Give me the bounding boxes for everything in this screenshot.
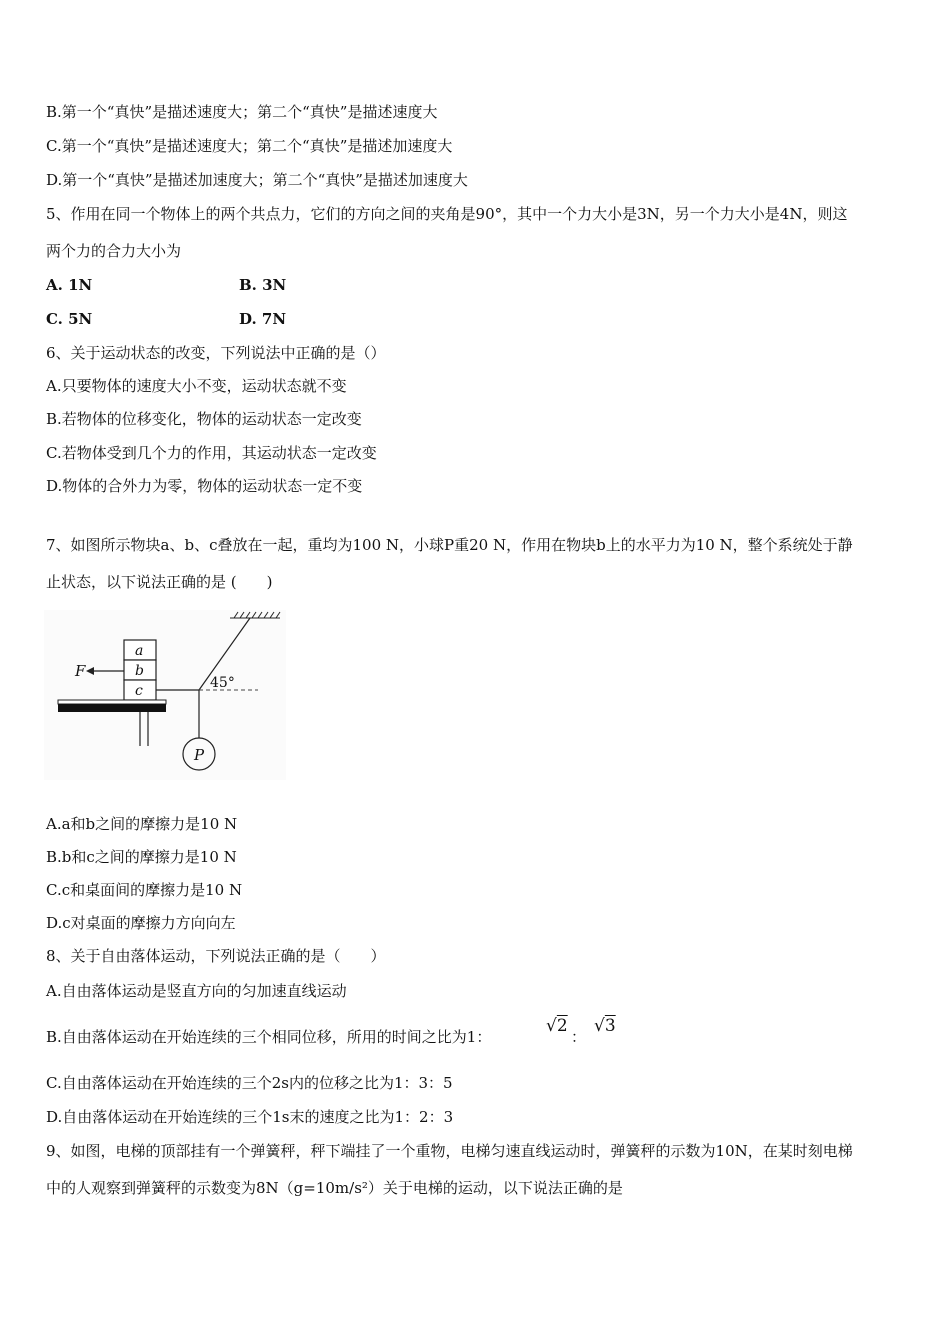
- q5-option-b: B. 3N: [239, 276, 287, 294]
- q8-option-c: C.自由落体运动在开始连续的三个2s内的位移之比为1：3：5: [46, 1074, 453, 1092]
- table-edge: [58, 704, 166, 712]
- table-top: [58, 700, 166, 704]
- q4-option-d: D.第一个“真快”是描述加速度大；第二个“真快”是描述加速度大: [46, 171, 468, 189]
- q7-option-a: A.a和b之间的摩擦力是10 N: [46, 815, 238, 833]
- sqrt-2-radicand: 2: [556, 1016, 568, 1036]
- label-angle: 45°: [210, 675, 235, 691]
- q6-option-a: A.只要物体的速度大小不变，运动状态就不变: [46, 377, 347, 395]
- q5-stem-line2: 两个力的合力大小为: [46, 242, 182, 260]
- q6-stem: 6、关于运动状态的改变，下列说法中正确的是（）: [46, 344, 386, 362]
- q7-stem-line2: 止状态，以下说法正确的是 ( ): [46, 573, 273, 591]
- q5-stem-line1: 5、作用在同一个物体上的两个共点力，它们的方向之间的夹角是90°，其中一个力大小是3N，另一个力大小是4N，则这: [46, 205, 848, 223]
- q8-option-d: D.自由落体运动在开始连续的三个1s末的速度之比为1：2：3: [46, 1108, 454, 1126]
- q5-option-c: C. 5N: [46, 310, 93, 328]
- q7-option-c: C.c和桌面间的摩擦力是10 N: [46, 881, 243, 899]
- q9-stem-line1: 9、如图，电梯的顶部挂有一个弹簧秤，秤下端挂了一个重物，电梯匀速直线运动时，弹簧秤的示数为10N，在某时刻电梯: [46, 1142, 853, 1160]
- q7-option-d: D.c对桌面的摩擦力方向向左: [46, 914, 236, 932]
- q5-option-a: A. 1N: [46, 276, 93, 294]
- label-a: a: [135, 643, 144, 659]
- q5-option-d: D. 7N: [239, 310, 287, 328]
- label-p: P: [194, 746, 205, 764]
- q4-option-b: B.第一个“真快”是描述速度大；第二个“真快”是描述速度大: [46, 103, 438, 121]
- q4-option-c: C.第一个“真快”是描述速度大；第二个“真快”是描述加速度大: [46, 137, 453, 155]
- q6-option-c: C.若物体受到几个力的作用，其运动状态一定改变: [46, 444, 377, 462]
- sqrt-2-expression: √2: [546, 1016, 568, 1036]
- q9-stem-line2: 中的人观察到弹簧秤的示数变为8N（g=10m/s²）关于电梯的运动，以下说法正确的是: [46, 1179, 623, 1197]
- q8-stem: 8、关于自由落体运动，下列说法正确的是（ ）: [46, 947, 386, 965]
- label-b: b: [135, 663, 144, 679]
- label-c: c: [135, 683, 143, 699]
- ratio-separator: ：: [571, 1028, 587, 1046]
- q6-option-b: B.若物体的位移变化，物体的运动状态一定改变: [46, 410, 362, 428]
- q6-option-d: D.物体的合外力为零，物体的运动状态一定不变: [46, 477, 363, 495]
- q8-option-b: B.自由落体运动在开始连续的三个相同位移，所用的时间之比为1：: [46, 1028, 492, 1046]
- sqrt-3-expression: √3: [594, 1016, 616, 1036]
- label-f: F: [75, 662, 86, 680]
- q7-figure: [44, 610, 286, 780]
- sqrt-3-radicand: 3: [604, 1016, 616, 1036]
- q7-option-b: B.b和c之间的摩擦力是10 N: [46, 848, 237, 866]
- q7-stem-line1: 7、如图所示物块a、b、c叠放在一起，重均为100 N，小球P重20 N，作用在物块b上的水平力为10 N，整个系统处于静: [46, 536, 853, 554]
- q8-option-a: A.自由落体运动是竖直方向的匀加速直线运动: [46, 982, 347, 1000]
